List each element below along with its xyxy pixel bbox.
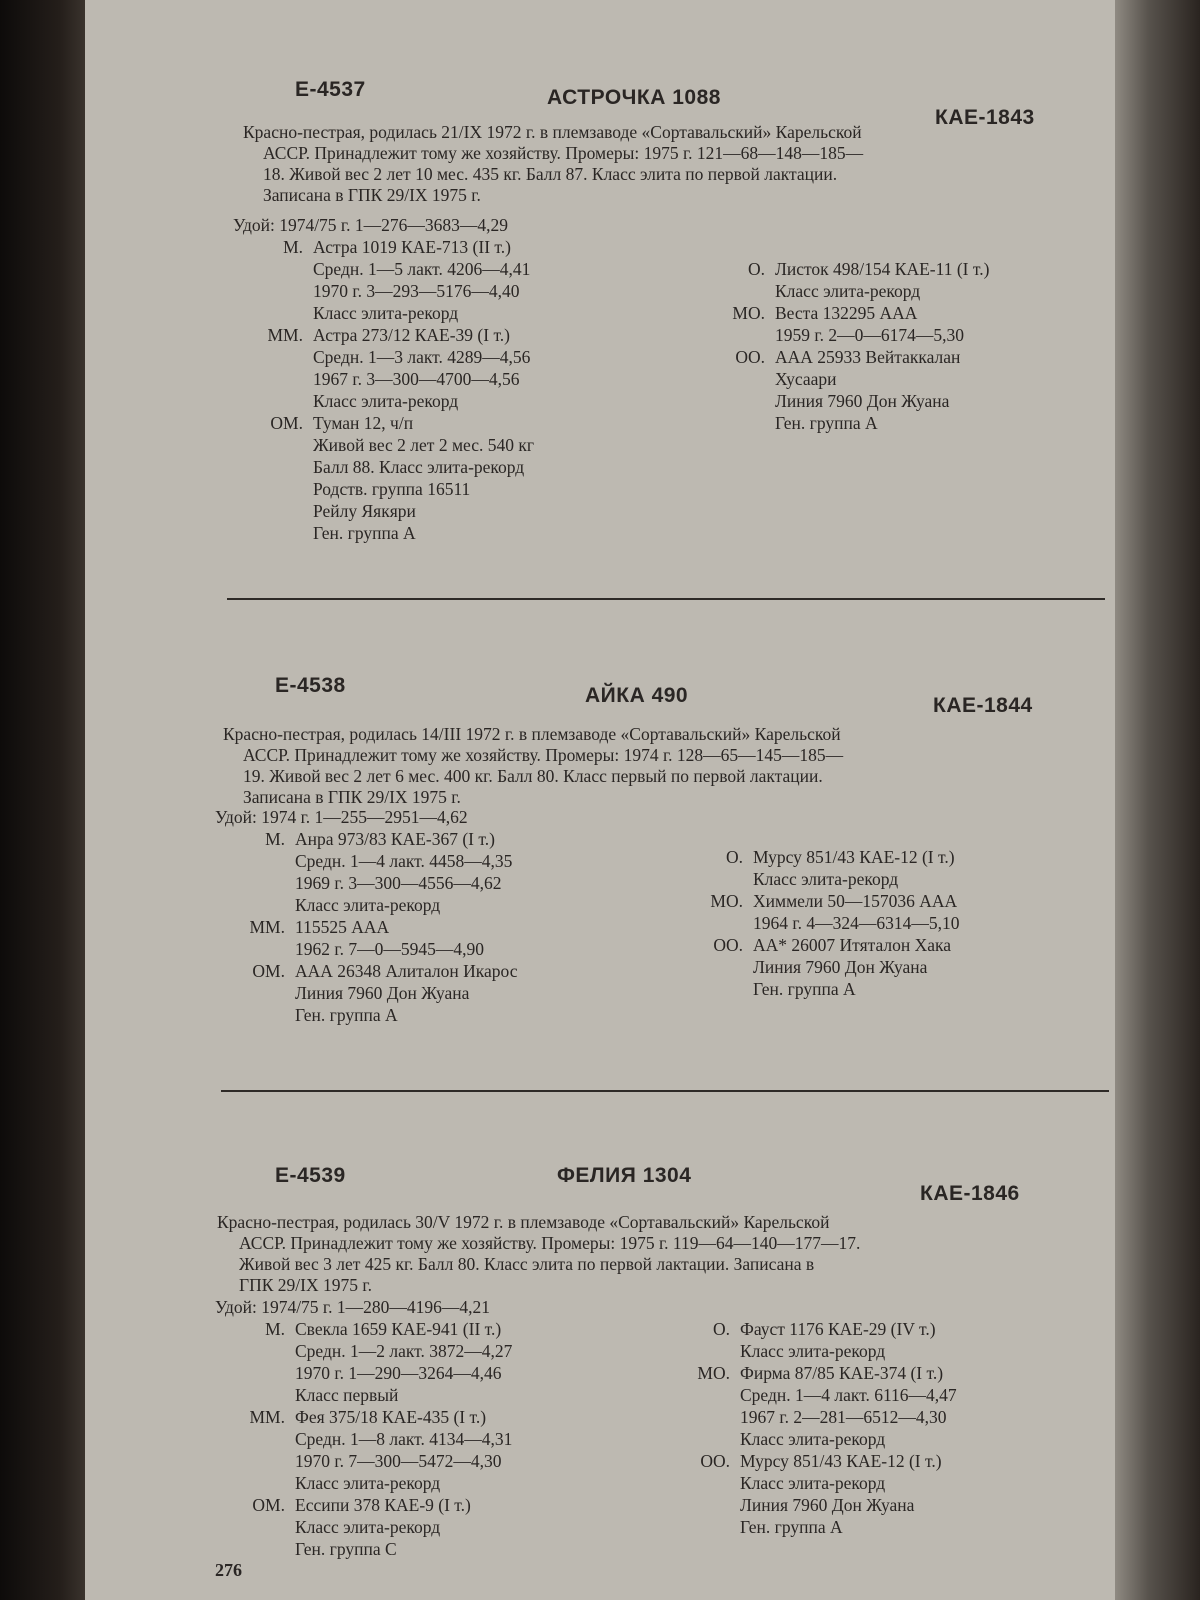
desc-line: Записана в ГПК 29/IX 1975 г. <box>243 787 461 807</box>
entry-id: Е-4539 <box>275 1164 346 1187</box>
pedigree-line: Хусаари <box>775 369 837 389</box>
entry-description <box>243 122 1078 206</box>
pedigree-line: 1969 г. 3—300—4556—4,62 <box>295 873 502 893</box>
pedigree-line: АА* 26007 Итяталон Хака <box>753 935 952 955</box>
pedigree-line: Фирма 87/85 КАЕ-374 (I т.) <box>740 1363 944 1383</box>
pedigree-line: Средн. 1—4 лакт. 6116—4,47 <box>740 1385 957 1405</box>
pedigree-label: ММ. <box>249 917 285 937</box>
pedigree-line: Класс элита-рекорд <box>313 303 459 323</box>
pedigree-line: Фауст 1176 КАЕ-29 (IV т.) <box>740 1319 936 1339</box>
pedigree-line: Ген. группа А <box>775 413 878 433</box>
pedigree-label: ОМ. <box>252 1495 285 1515</box>
sire-column <box>673 846 1093 1000</box>
pedigree-line: ААА 25933 Вейтаккалан <box>775 347 961 367</box>
pedigree-label: ММ. <box>267 325 303 345</box>
pedigree-line: Класс элита-рекорд <box>740 1341 886 1361</box>
desc-line: АССР. Принадлежит тому же хозяйству. Промеры: 1975 г. 121—68—148—185— <box>263 143 864 163</box>
milk-yield: Удой: 1974 г. 1—255—2951—4,62 <box>215 807 468 827</box>
pedigree-line: 1967 г. 2—281—6512—4,30 <box>740 1407 947 1427</box>
entry-header <box>85 78 1115 129</box>
milk-yield: Удой: 1974/75 г. 1—276—3683—4,29 <box>233 215 509 235</box>
pedigree-label: М. <box>265 1319 285 1339</box>
pedigree-line: Средн. 1—8 лакт. 4134—4,31 <box>295 1429 513 1449</box>
entry-name: АЙКА 490 <box>585 684 689 707</box>
desc-line: Живой вес 3 лет 425 кг. Балл 80. Класс элита по первой лактации. Записана в <box>239 1254 815 1274</box>
pedigree-line: Химмели 50—157036 ААА <box>753 891 958 911</box>
divider-rule <box>227 598 1105 600</box>
pedigree-line: 1970 г. 7—300—5472—4,30 <box>295 1451 502 1471</box>
pedigree-line: Мурсу 851/43 КАЕ-12 (I т.) <box>753 847 955 867</box>
pedigree-line: Ген. группа А <box>313 523 416 543</box>
pedigree-line: Ген. группа А <box>740 1517 843 1537</box>
pedigree-label: МО. <box>697 1363 730 1383</box>
pedigree-line: 1967 г. 3—300—4700—4,56 <box>313 369 520 389</box>
desc-line: Красно-пестрая, родилась 30/V 1972 г. в племзаводе «Сортавальский» Карельской <box>217 1212 830 1232</box>
entry-name: ФЕЛИЯ 1304 <box>557 1164 692 1187</box>
pedigree-label: ОО. <box>700 1451 730 1471</box>
pedigree-label: МО. <box>732 303 765 323</box>
pedigree-label: МО. <box>710 891 743 911</box>
pedigree-line: Линия 7960 Дон Жуана <box>740 1495 915 1515</box>
desc-line: Красно-пестрая, родилась 14/III 1972 г. в племзаводе «Сортавальский» Карельской <box>223 724 841 744</box>
pedigree-line: Класс первый <box>295 1385 399 1405</box>
sire-column <box>695 258 1095 434</box>
pedigree-line: 1962 г. 7—0—5945—4,90 <box>295 939 484 959</box>
desc-line: Красно-пестрая, родилась 21/IX 1972 г. в племзаводе «Сортавальский» Карельской <box>243 122 862 142</box>
pedigree-line: Веста 132295 ААА <box>775 303 918 323</box>
pedigree-line: Ессипи 378 КАЕ-9 (I т.) <box>295 1495 471 1515</box>
pedigree-label: ММ. <box>249 1407 285 1427</box>
entry-registry: КАЕ-1843 <box>935 106 1035 129</box>
pedigree-line: Живой вес 2 лет 2 мес. 540 кг <box>313 435 535 455</box>
pedigree-label: О. <box>747 259 765 279</box>
entry-id: Е-4537 <box>295 78 366 101</box>
pedigree-line: Средн. 1—3 лакт. 4289—4,56 <box>313 347 531 367</box>
pedigree-line: Средн. 1—2 лакт. 3872—4,27 <box>295 1341 513 1361</box>
pedigree-line: Класс элита-рекорд <box>295 1517 441 1537</box>
dam-column <box>215 806 655 1026</box>
pedigree-line: Ген. группа А <box>295 1005 398 1025</box>
desc-line: 19. Живой вес 2 лет 6 мес. 400 кг. Балл 80. Класс первый по первой лактации. <box>243 766 823 786</box>
pedigree-line: Туман 12, ч/п <box>313 413 414 433</box>
pedigree-line: Средн. 1—5 лакт. 4206—4,41 <box>313 259 531 279</box>
entry-registry: КАЕ-1846 <box>920 1182 1020 1205</box>
desc-line: АССР. Принадлежит тому же хозяйству. Промеры: 1974 г. 128—65—145—185— <box>243 745 844 765</box>
dam-column <box>233 214 653 544</box>
entry-description <box>217 1212 1087 1296</box>
pedigree-line: 1959 г. 2—0—6174—5,30 <box>775 325 964 345</box>
desc-line: Записана в ГПК 29/IX 1975 г. <box>263 185 481 205</box>
pedigree-line: Балл 88. Класс элита-рекорд <box>313 457 525 477</box>
entry-header <box>85 1164 1115 1204</box>
pedigree-line: Свекла 1659 КАЕ-941 (II т.) <box>295 1319 502 1339</box>
entry-description <box>223 724 1073 808</box>
entry-header <box>85 674 1115 717</box>
pedigree-line: 115525 ААА <box>295 917 390 937</box>
pedigree-label: М. <box>265 829 285 849</box>
pedigree-line: Листок 498/154 КАЕ-11 (I т.) <box>775 259 990 279</box>
pedigree-line: Средн. 1—4 лакт. 4458—4,35 <box>295 851 513 871</box>
pedigree-line: 1964 г. 4—324—6314—5,10 <box>753 913 960 933</box>
pedigree-line: Астра 1019 КАЕ-713 (II т.) <box>313 237 511 257</box>
pedigree-line: Астра 273/12 КАЕ-39 (I т.) <box>313 325 510 345</box>
pedigree-line: Ген. группа С <box>295 1539 397 1559</box>
book-page <box>85 0 1115 1600</box>
pedigree-line: Фея 375/18 КАЕ-435 (I т.) <box>295 1407 487 1427</box>
pedigree-line: Класс элита-рекорд <box>313 391 459 411</box>
pedigree-line: Класс элита-рекорд <box>740 1473 886 1493</box>
pedigree-line: Класс элита-рекорд <box>295 1473 441 1493</box>
entry-id: Е-4538 <box>275 674 346 697</box>
entry-registry: КАЕ-1844 <box>933 694 1033 717</box>
desc-line: 18. Живой вес 2 лет 10 мес. 435 кг. Балл 87. Класс элита по первой лактации. <box>263 164 838 184</box>
milk-yield: Удой: 1974/75 г. 1—280—4196—4,21 <box>215 1297 491 1317</box>
page-edge <box>1115 0 1200 1600</box>
pedigree-line: 1970 г. 1—290—3264—4,46 <box>295 1363 502 1383</box>
page-number: 276 <box>215 1560 242 1580</box>
pedigree-line: Анра 973/83 КАЕ-367 (I т.) <box>295 829 495 849</box>
pedigree-line: Класс элита-рекорд <box>740 1429 886 1449</box>
pedigree-line: ААА 26348 Алиталон Икарос <box>295 961 518 981</box>
pedigree-line: Мурсу 851/43 КАЕ-12 (I т.) <box>740 1451 942 1471</box>
pedigree-line: Класс элита-рекорд <box>295 895 441 915</box>
pedigree-line: Линия 7960 Дон Жуана <box>753 957 928 977</box>
divider-rule <box>221 1090 1109 1092</box>
book-spine-shadow <box>0 0 85 1600</box>
pedigree-line: Класс элита-рекорд <box>775 281 921 301</box>
pedigree-label: ОМ. <box>270 413 303 433</box>
pedigree-line: Класс элита-рекорд <box>753 869 899 889</box>
dam-column <box>215 1296 655 1560</box>
pedigree-line: Линия 7960 Дон Жуана <box>295 983 470 1003</box>
desc-line: ГПК 29/IX 1975 г. <box>239 1275 372 1295</box>
pedigree-label: ОМ. <box>252 961 285 981</box>
pedigree-label: О. <box>725 847 743 867</box>
pedigree-line: Линия 7960 Дон Жуана <box>775 391 950 411</box>
pedigree-line: Рейлу Яякяри <box>313 501 416 521</box>
entry-name: АСТРОЧКА 1088 <box>547 86 721 109</box>
pedigree-line: Ген. группа А <box>753 979 856 999</box>
desc-line: АССР. Принадлежит тому же хозяйству. Промеры: 1975 г. 119—64—140—177—17. <box>239 1233 861 1253</box>
pedigree-label: ОО. <box>713 935 743 955</box>
pedigree-label: О. <box>712 1319 730 1339</box>
pedigree-label: М. <box>283 237 303 257</box>
pedigree-line: Родств. группа 16511 <box>313 479 471 499</box>
pedigree-line: 1970 г. 3—293—5176—4,40 <box>313 281 520 301</box>
pedigree-label: ОО. <box>735 347 765 367</box>
sire-column <box>660 1318 1090 1538</box>
